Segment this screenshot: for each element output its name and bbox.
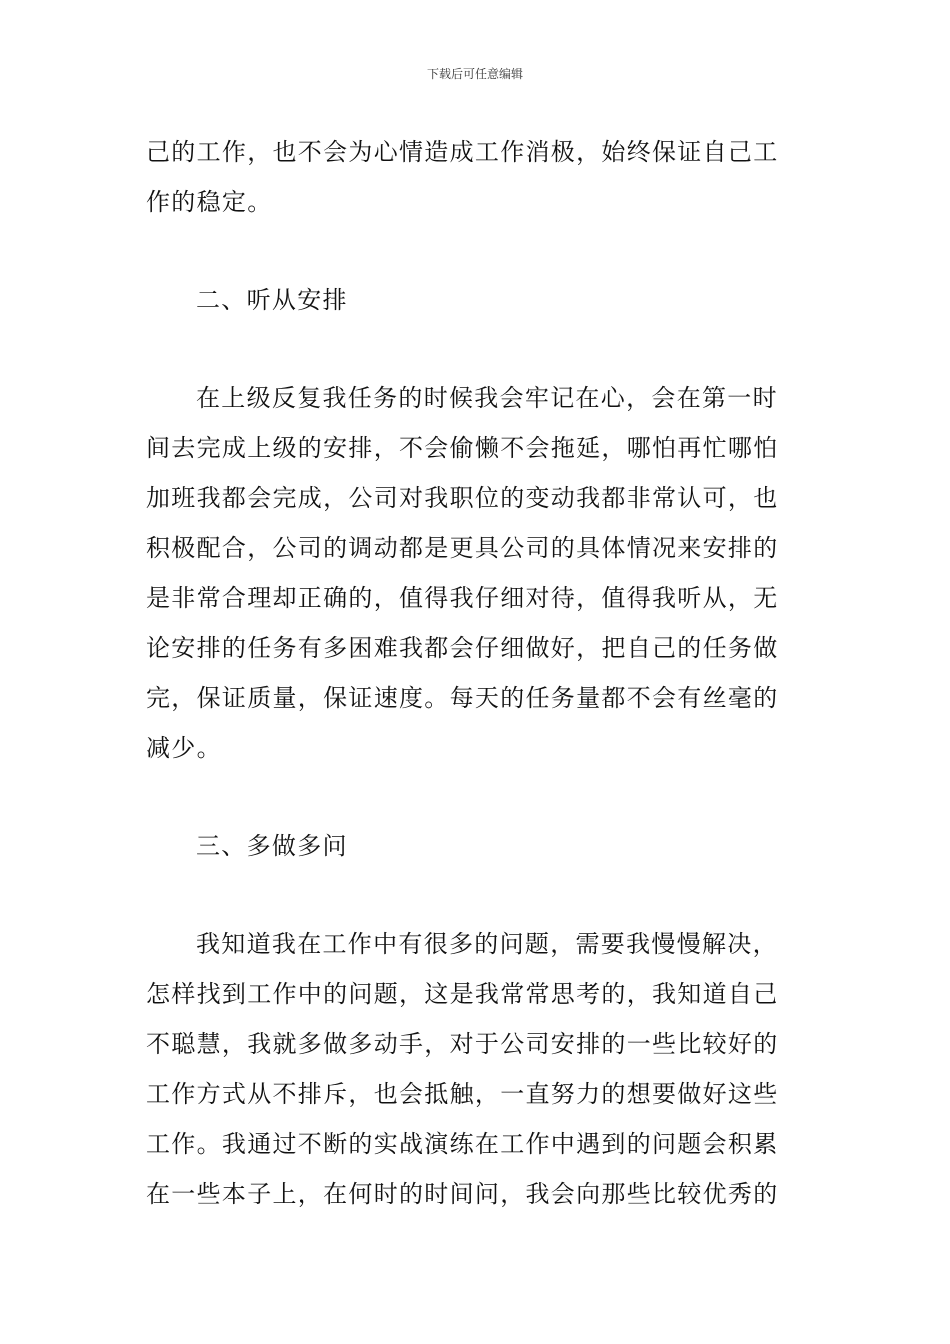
- paragraph-line: 我知道我在工作中有很多的问题，需要我慢慢解决，: [196, 930, 778, 958]
- paragraph-line: 怎样找到工作中的问题，这是我常常思考的，我知道自己: [146, 980, 779, 1008]
- section-heading: 三、多做多问: [196, 832, 348, 860]
- paragraph-line: 作的稳定。: [146, 188, 273, 216]
- paragraph-line: 论安排的任务有多困难我都会仔细做好，把自己的任务做: [146, 634, 779, 662]
- paragraph-line: 己的工作，也不会为心情造成工作消极，始终保证自己工: [146, 138, 779, 166]
- paragraph-line: 工作方式从不排斥，也会抵触，一直努力的想要做好这些: [146, 1080, 779, 1108]
- page-header-note: 下载后可任意编辑: [426, 67, 523, 81]
- section-heading: 二、听从安排: [196, 286, 348, 314]
- paragraph-line: 积极配合，公司的调动都是更具公司的具体情况来安排的: [146, 534, 779, 562]
- paragraph-line: 加班我都会完成，公司对我职位的变动我都非常认可，也: [146, 484, 779, 512]
- paragraph-line: 完，保证质量，保证速度。每天的任务量都不会有丝毫的: [146, 684, 779, 712]
- paragraph-line: 是非常合理却正确的，值得我仔细对待，值得我听从，无: [146, 584, 779, 612]
- paragraph-line: 在一些本子上，在何时的时间问，我会向那些比较优秀的: [146, 1180, 779, 1208]
- paragraph-line: 工作。我通过不断的实战演练在工作中遇到的问题会积累: [146, 1130, 779, 1158]
- paragraph-line: 不聪慧，我就多做多动手，对于公司安排的一些比较好的: [146, 1030, 779, 1058]
- paragraph-line: 在上级反复我任务的时候我会牢记在心，会在第一时: [196, 384, 778, 412]
- paragraph-line: 减少。: [146, 734, 222, 762]
- document-body: [146, 127, 810, 1219]
- paragraph-line: 间去完成上级的安排，不会偷懒不会拖延，哪怕再忙哪怕: [146, 434, 779, 462]
